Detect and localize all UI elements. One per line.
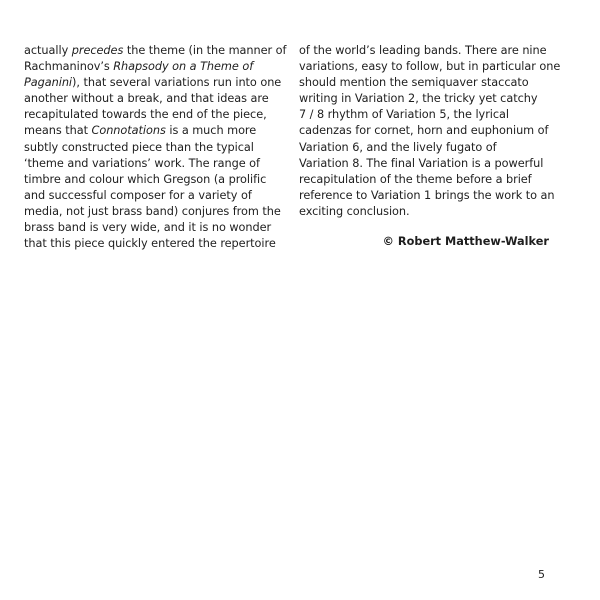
text-line	[24, 220, 274, 236]
text-segment: Variation 8. The final Variation is a powerful	[299, 156, 544, 170]
text-line	[299, 123, 559, 139]
text-line	[299, 172, 559, 188]
text-line	[24, 107, 274, 123]
left-text-column	[24, 43, 287, 252]
text-line	[24, 156, 274, 172]
text-segment: the theme (in the manner of	[123, 44, 287, 57]
text-line	[299, 156, 559, 172]
text-line	[299, 107, 559, 123]
text-line	[24, 75, 282, 91]
text-line	[24, 91, 274, 107]
text-segment: ‘theme and variations’ work. The range of	[24, 156, 260, 170]
right-text-column	[299, 43, 559, 220]
text-line	[299, 204, 559, 220]
text-line	[24, 172, 274, 188]
text-line	[24, 123, 274, 139]
text-segment: actually	[24, 44, 72, 57]
text-segment: of the world’s leading bands. There are nine	[299, 44, 547, 57]
text-segment: variations, easy to follow, but in particular one	[299, 60, 561, 74]
text-segment: media, not just brass band) conjures from the	[24, 204, 281, 218]
text-segment: another without a break, and that ideas are	[24, 92, 269, 106]
text-line	[24, 204, 281, 220]
text-segment: brass band is very wide, and it is no wonder	[24, 221, 272, 235]
text-segment: subtly constructed piece than the typical	[24, 140, 254, 154]
text-segment: and successful composer for a variety of	[24, 188, 252, 202]
text-line	[299, 140, 559, 156]
text-segment: means that	[24, 124, 92, 138]
italic-title: Connotations	[91, 124, 166, 138]
text-segment: that this piece quickly entered the repertoire	[24, 237, 276, 251]
text-segment: is a much more	[165, 124, 257, 138]
text-segment: recapitulated towards the end of the piece,	[24, 108, 267, 122]
italic-title: Paganini	[24, 76, 73, 90]
text-line	[299, 59, 559, 75]
italic-title: Rhapsody on a Theme of	[113, 60, 254, 74]
author-credit: © Robert Matthew-Walker	[382, 235, 549, 248]
text-line	[24, 188, 274, 204]
text-line	[24, 43, 287, 59]
text-segment: writing in Variation 2, the tricky yet catchy	[299, 92, 538, 106]
text-segment: timbre and colour which Gregson (a prolific	[24, 172, 267, 186]
text-line	[24, 236, 274, 252]
text-segment: should mention the semiquaver staccato	[299, 76, 529, 90]
text-line	[24, 140, 274, 156]
page-number: 5	[538, 568, 545, 581]
text-segment: Variation 6, and the lively fugato of	[299, 140, 497, 154]
text-segment: reference to Variation 1 brings the work to an	[299, 188, 555, 202]
text-line	[299, 188, 559, 204]
italic-title: precedes	[71, 44, 124, 57]
text-segment: Rachmaninov’s	[24, 60, 114, 74]
text-segment: recapitulation of the theme before a brief	[299, 172, 532, 186]
text-segment: cadenzas for cornet, horn and euphonium of	[299, 124, 549, 138]
text-segment: 7 / 8 rhythm of Variation 5, the lyrical	[299, 108, 509, 122]
text-segment: exciting conclusion.	[299, 204, 410, 218]
text-line	[24, 59, 274, 75]
text-line	[299, 75, 559, 91]
text-segment: ), that several variations run into one	[72, 76, 282, 90]
text-line	[299, 91, 559, 107]
text-line	[299, 43, 559, 59]
